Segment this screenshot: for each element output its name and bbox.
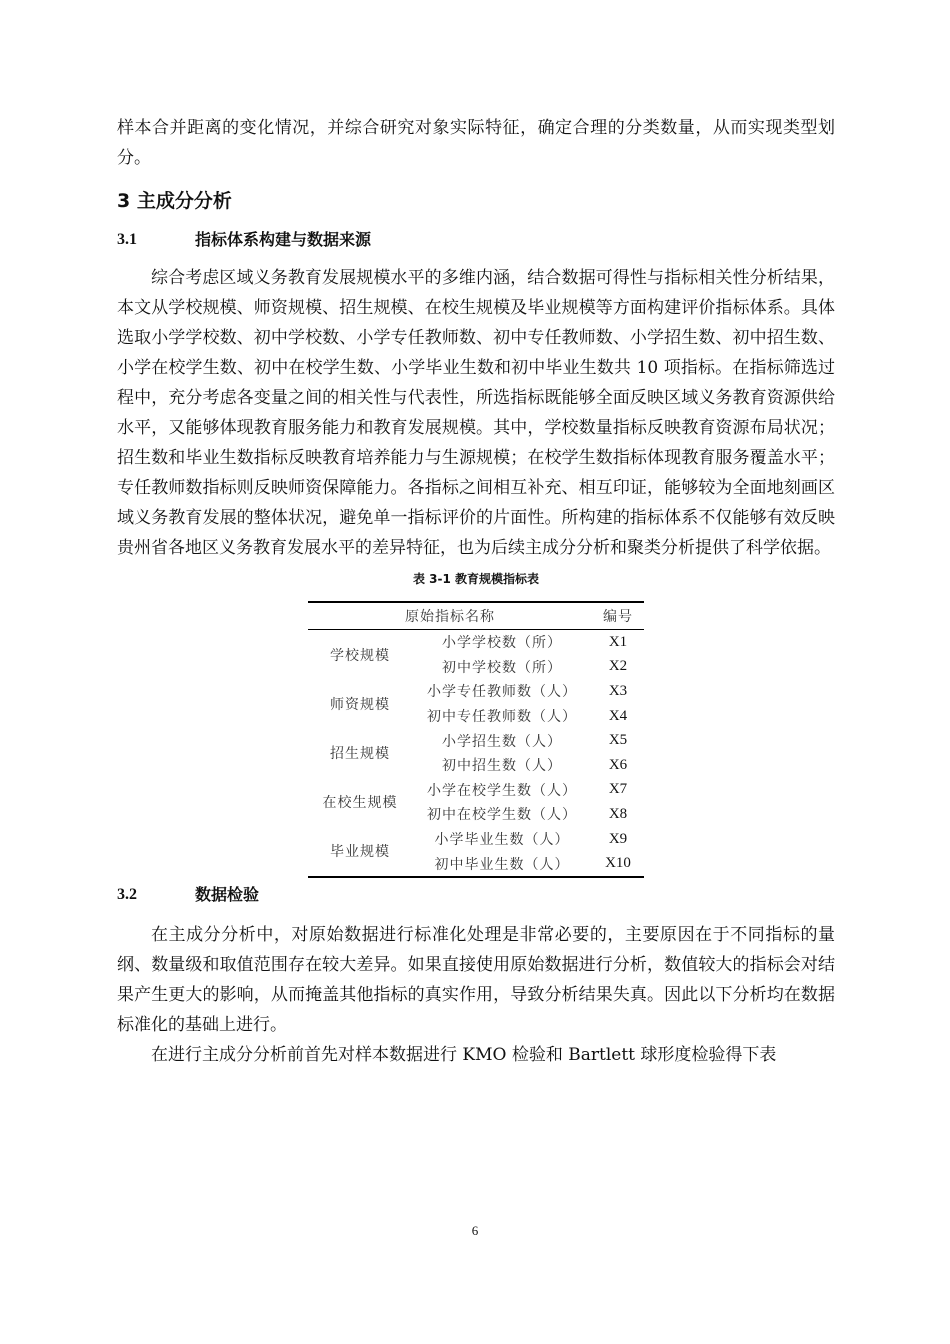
indicator-name-cell: 初中招生数（人） xyxy=(442,758,562,775)
table-row xyxy=(308,778,644,803)
subsection-number: 3.1 xyxy=(117,231,137,248)
indicator-name-cell: 小学在校学生数（人） xyxy=(427,782,577,799)
indicator-name-cell: 初中专任教师数（人） xyxy=(427,709,577,726)
category-cell: 毕业规模 xyxy=(308,827,412,877)
indicator-code-cell: X1 xyxy=(608,633,628,650)
indicator-name-cell: 小学毕业生数（人） xyxy=(434,832,570,849)
table-header-row xyxy=(308,602,644,630)
subsection-number: 3.2 xyxy=(117,885,137,903)
table-row xyxy=(308,679,644,704)
table-body xyxy=(308,630,644,877)
subsection-title: 指标体系构建与数据来源 xyxy=(195,230,372,249)
section-heading: 3 主成分分析 xyxy=(117,190,232,212)
table-row xyxy=(308,728,644,753)
table-row xyxy=(308,827,644,852)
category-cell: 学校规模 xyxy=(330,647,390,664)
indicator-code-cell: X7 xyxy=(608,781,628,798)
indicator-code-cell: X6 xyxy=(608,756,628,773)
indicator-name-cell: 初中在校学生数（人） xyxy=(427,807,577,824)
indicator-code-cell: X10 xyxy=(592,851,644,877)
indicator-name-cell: 小学学校数（所） xyxy=(442,635,562,652)
header-name: 原始指标名称 xyxy=(308,602,592,630)
header-code: 编号 xyxy=(592,602,644,630)
page-body xyxy=(117,113,835,1070)
subsection-heading-3-1 xyxy=(117,227,835,253)
category-cell: 师资规模 xyxy=(330,696,390,713)
subsection-heading-3-2 xyxy=(117,882,835,908)
table-caption: 表 3-1 教育规模指标表 xyxy=(412,572,540,586)
paragraph-kmo: 在进行主成分分析前首先对样本数据进行 KMO 检验和 Bartlett 球形度检验得下表 xyxy=(151,1044,777,1065)
subsection-title: 数据检验 xyxy=(195,884,260,904)
indicator-name-cell: 小学招生数（人） xyxy=(442,733,562,750)
indicator-code-cell: X8 xyxy=(608,805,628,822)
indicator-code-cell: X9 xyxy=(608,830,628,847)
paragraph-indicator-system: 综合考虑区域义务教育发展规模水平的多维内涵，结合数据可得性与指标相关性分析结果，本文从学校规模、师资规模、招生规模、在校生规模及毕业规模等方面构建评价指标体系。具体选取小学学校数、初中学校数、小学专任教师数、初中专任教师数、小学招生数、初中招生数、小学在校学生数、初中在校学生数、小学毕业生数和初中毕业生数共 10 项指标。在指标筛选过程中，充分考虑各变量之间的相关性与代表性，所选指标既能够全面反映区域义务教育资源供给水平，又能够体现教育服务能力和教育发展规模。其中，学校数量指标反映教育资源布局状况；招生数和毕业生数指标反映教育培养能力与生源规模；在校学生数指标体现教育服务覆盖水平；专任教师数指标则反映师资保障能力。各指标之间相互补充、相互印证，能够较为全面地刻画区域义务教育发展的整体状况，避免单一指标评价的片面性。所构建的指标体系不仅能够有效反映贵州省各地区义务教育发展水平的差异特征，也为后续主成分分析和聚类分析提供了科学依据。 xyxy=(117,268,835,558)
intro-paragraph: 样本合并距离的变化情况，并综合研究对象实际特征，确定合理的分类数量，从而实现类型划分。 xyxy=(117,118,835,168)
paragraph-standardization: 在主成分分析中，对原始数据进行标准化处理是非常必要的，主要原因在于不同指标的量纲、数量级和取值范围存在较大差异。如果直接使用原始数据进行分析，数值较大的指标会对结果产生更大的影响，从而掩盖其他指标的真实作用，导致分析结果失真。因此以下分析均在数据标准化的基础上进行。 xyxy=(117,924,835,1035)
indicator-name-cell: 初中毕业生数（人） xyxy=(412,851,592,877)
table-row xyxy=(308,630,644,655)
indicator-code-cell: X3 xyxy=(608,682,628,699)
indicator-name-cell: 小学专任教师数（人） xyxy=(427,684,577,701)
category-cell: 在校生规模 xyxy=(322,795,398,812)
indicator-code-cell: X2 xyxy=(608,658,628,675)
indicator-table xyxy=(308,601,644,878)
page-number: 6 xyxy=(471,1223,479,1238)
indicator-code-cell: X5 xyxy=(608,732,628,749)
indicator-name-cell: 初中学校数（所） xyxy=(442,659,562,676)
category-cell: 招生规模 xyxy=(330,745,390,762)
indicator-code-cell: X4 xyxy=(608,707,628,724)
